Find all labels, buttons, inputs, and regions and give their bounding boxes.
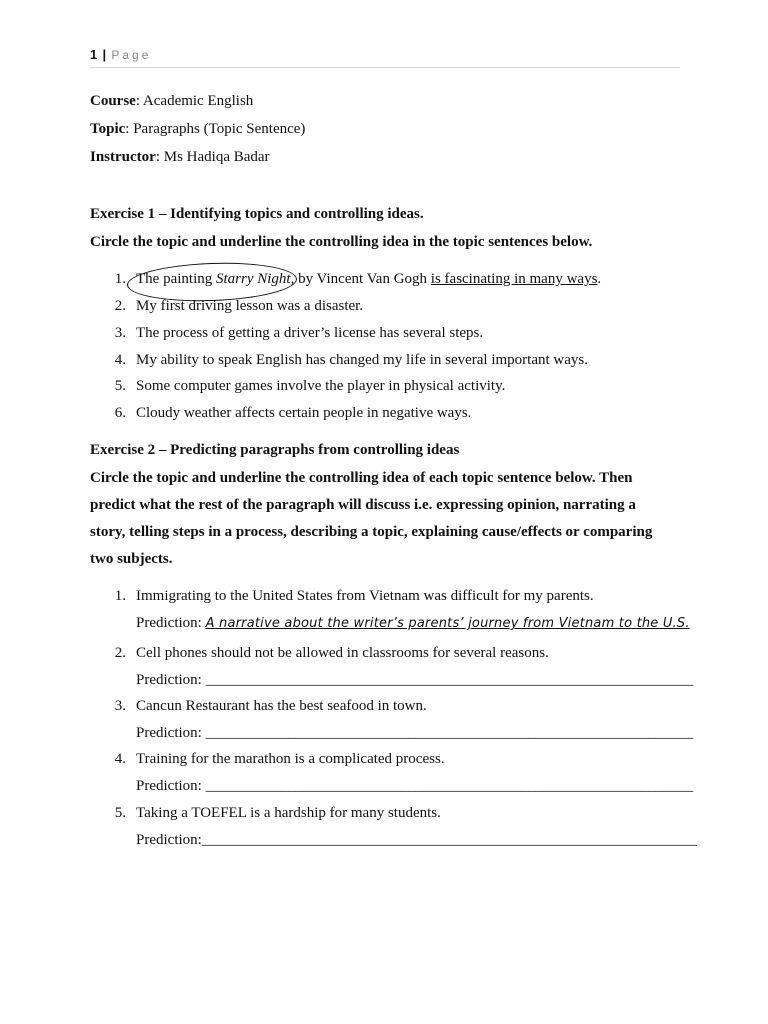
ex2-item-prediction: [136, 672, 693, 689]
prediction-blank-line[interactable]: _________________________________________________________________: [205, 778, 694, 794]
prediction-blank-line[interactable]: _________________________________________________________________: [205, 725, 694, 741]
prediction-blank-line[interactable]: __________________________________________________________________: [201, 832, 697, 848]
ex1-item1-pre: The painting: [136, 271, 216, 287]
exercise2-instruction-line: story, telling steps in a process, describing a topic, explaining cause/effects or comparing: [90, 524, 653, 540]
exercise1-title: Exercise 1 – Identifying topics and controlling ideas.: [90, 206, 424, 222]
exercise2-title: Exercise 2 – Predicting paragraphs from controlling ideas: [90, 442, 460, 458]
prediction-blank-line[interactable]: _________________________________________________________________: [205, 672, 694, 688]
handwritten-prediction-answer: A narrative about the writer’s parents’ journey from Vietnam to the U.S.: [205, 616, 690, 631]
ex2-item-sentence: Cell phones should not be allowed in classrooms for several reasons.: [136, 645, 549, 661]
ex2-item-number: 4.: [114, 751, 126, 767]
exercise2-instruction-line: predict what the rest of the paragraph will discuss i.e. expressing opinion, narrating a: [90, 497, 636, 513]
ex1-item-number: 2.: [114, 298, 126, 314]
ex2-item-number: 3.: [114, 698, 126, 714]
prediction-label: Prediction:: [136, 672, 206, 688]
ex1-item: The process of getting a driver’s license has several steps.: [136, 325, 484, 341]
instructor-line: [90, 149, 270, 166]
topic-line: [90, 121, 305, 138]
ex2-item-prediction: [136, 725, 693, 742]
ex1-item1-underlined: is fascinating in many ways: [430, 271, 598, 287]
instructor-label: Instructor: [90, 149, 156, 165]
ex1-item-number: 4.: [114, 352, 126, 368]
ex2-item-number: 1.: [114, 588, 126, 604]
page-number: 1: [90, 47, 98, 62]
ex1-item1-post: .: [597, 271, 602, 287]
header-separator: |: [102, 47, 107, 62]
ex2-item-sentence: Training for the marathon is a complicated process.: [136, 751, 445, 767]
prediction-label: Prediction:: [136, 725, 206, 741]
ex1-item1-number: 1.: [114, 271, 126, 287]
ex1-item1-italic: Starry Night: [215, 271, 291, 287]
exercise2-instruction-line: two subjects.: [90, 551, 173, 567]
page-label: Page: [111, 48, 152, 62]
prediction-label: Prediction:: [136, 778, 206, 794]
prediction-label: Prediction:: [136, 615, 206, 631]
ex2-item-sentence: Cancun Restaurant has the best seafood in town.: [136, 698, 427, 714]
instructor-value: : Ms Hadiqa Badar: [155, 149, 270, 165]
prediction-label: Prediction:: [136, 832, 202, 848]
exercise1-instruction: Circle the topic and underline the controlling idea in the topic sentences below.: [90, 234, 593, 250]
ex1-item-number: 5.: [114, 378, 126, 394]
topic-value: : Paragraphs (Topic Sentence): [125, 121, 306, 137]
course-label: Course: [90, 93, 136, 109]
course-value: : Academic English: [135, 93, 254, 109]
ex2-item-sentence: Immigrating to the United States from Vietnam was difficult for my parents.: [136, 588, 594, 604]
ex1-item-number: 6.: [114, 405, 126, 421]
exercise2-instruction-line: Circle the topic and underline the controlling idea of each topic sentence below. Then: [90, 470, 633, 486]
ex2-item-number: 5.: [114, 805, 126, 821]
ex1-item-number: 3.: [114, 325, 126, 341]
ex1-item: Cloudy weather affects certain people in negative ways.: [136, 405, 472, 421]
course-line: [90, 93, 253, 110]
ex2-item-prediction: [136, 832, 697, 849]
topic-label: Topic: [90, 121, 126, 137]
ex1-item1: [136, 271, 601, 288]
ex1-item: My ability to speak English has changed my life in several important ways.: [136, 352, 588, 368]
ex2-item-sentence: Taking a TOEFEL is a hardship for many students.: [136, 805, 441, 821]
ex2-item-number: 2.: [114, 645, 126, 661]
page-header: [90, 47, 680, 68]
ex1-item: My first driving lesson was a disaster.: [136, 298, 364, 314]
ex1-item: Some computer games involve the player in physical activity.: [136, 378, 506, 394]
ex1-item1-mid: , by Vincent Van Gogh: [290, 271, 431, 287]
ex2-item-prediction: [136, 615, 690, 632]
ex2-item-prediction: [136, 778, 693, 795]
